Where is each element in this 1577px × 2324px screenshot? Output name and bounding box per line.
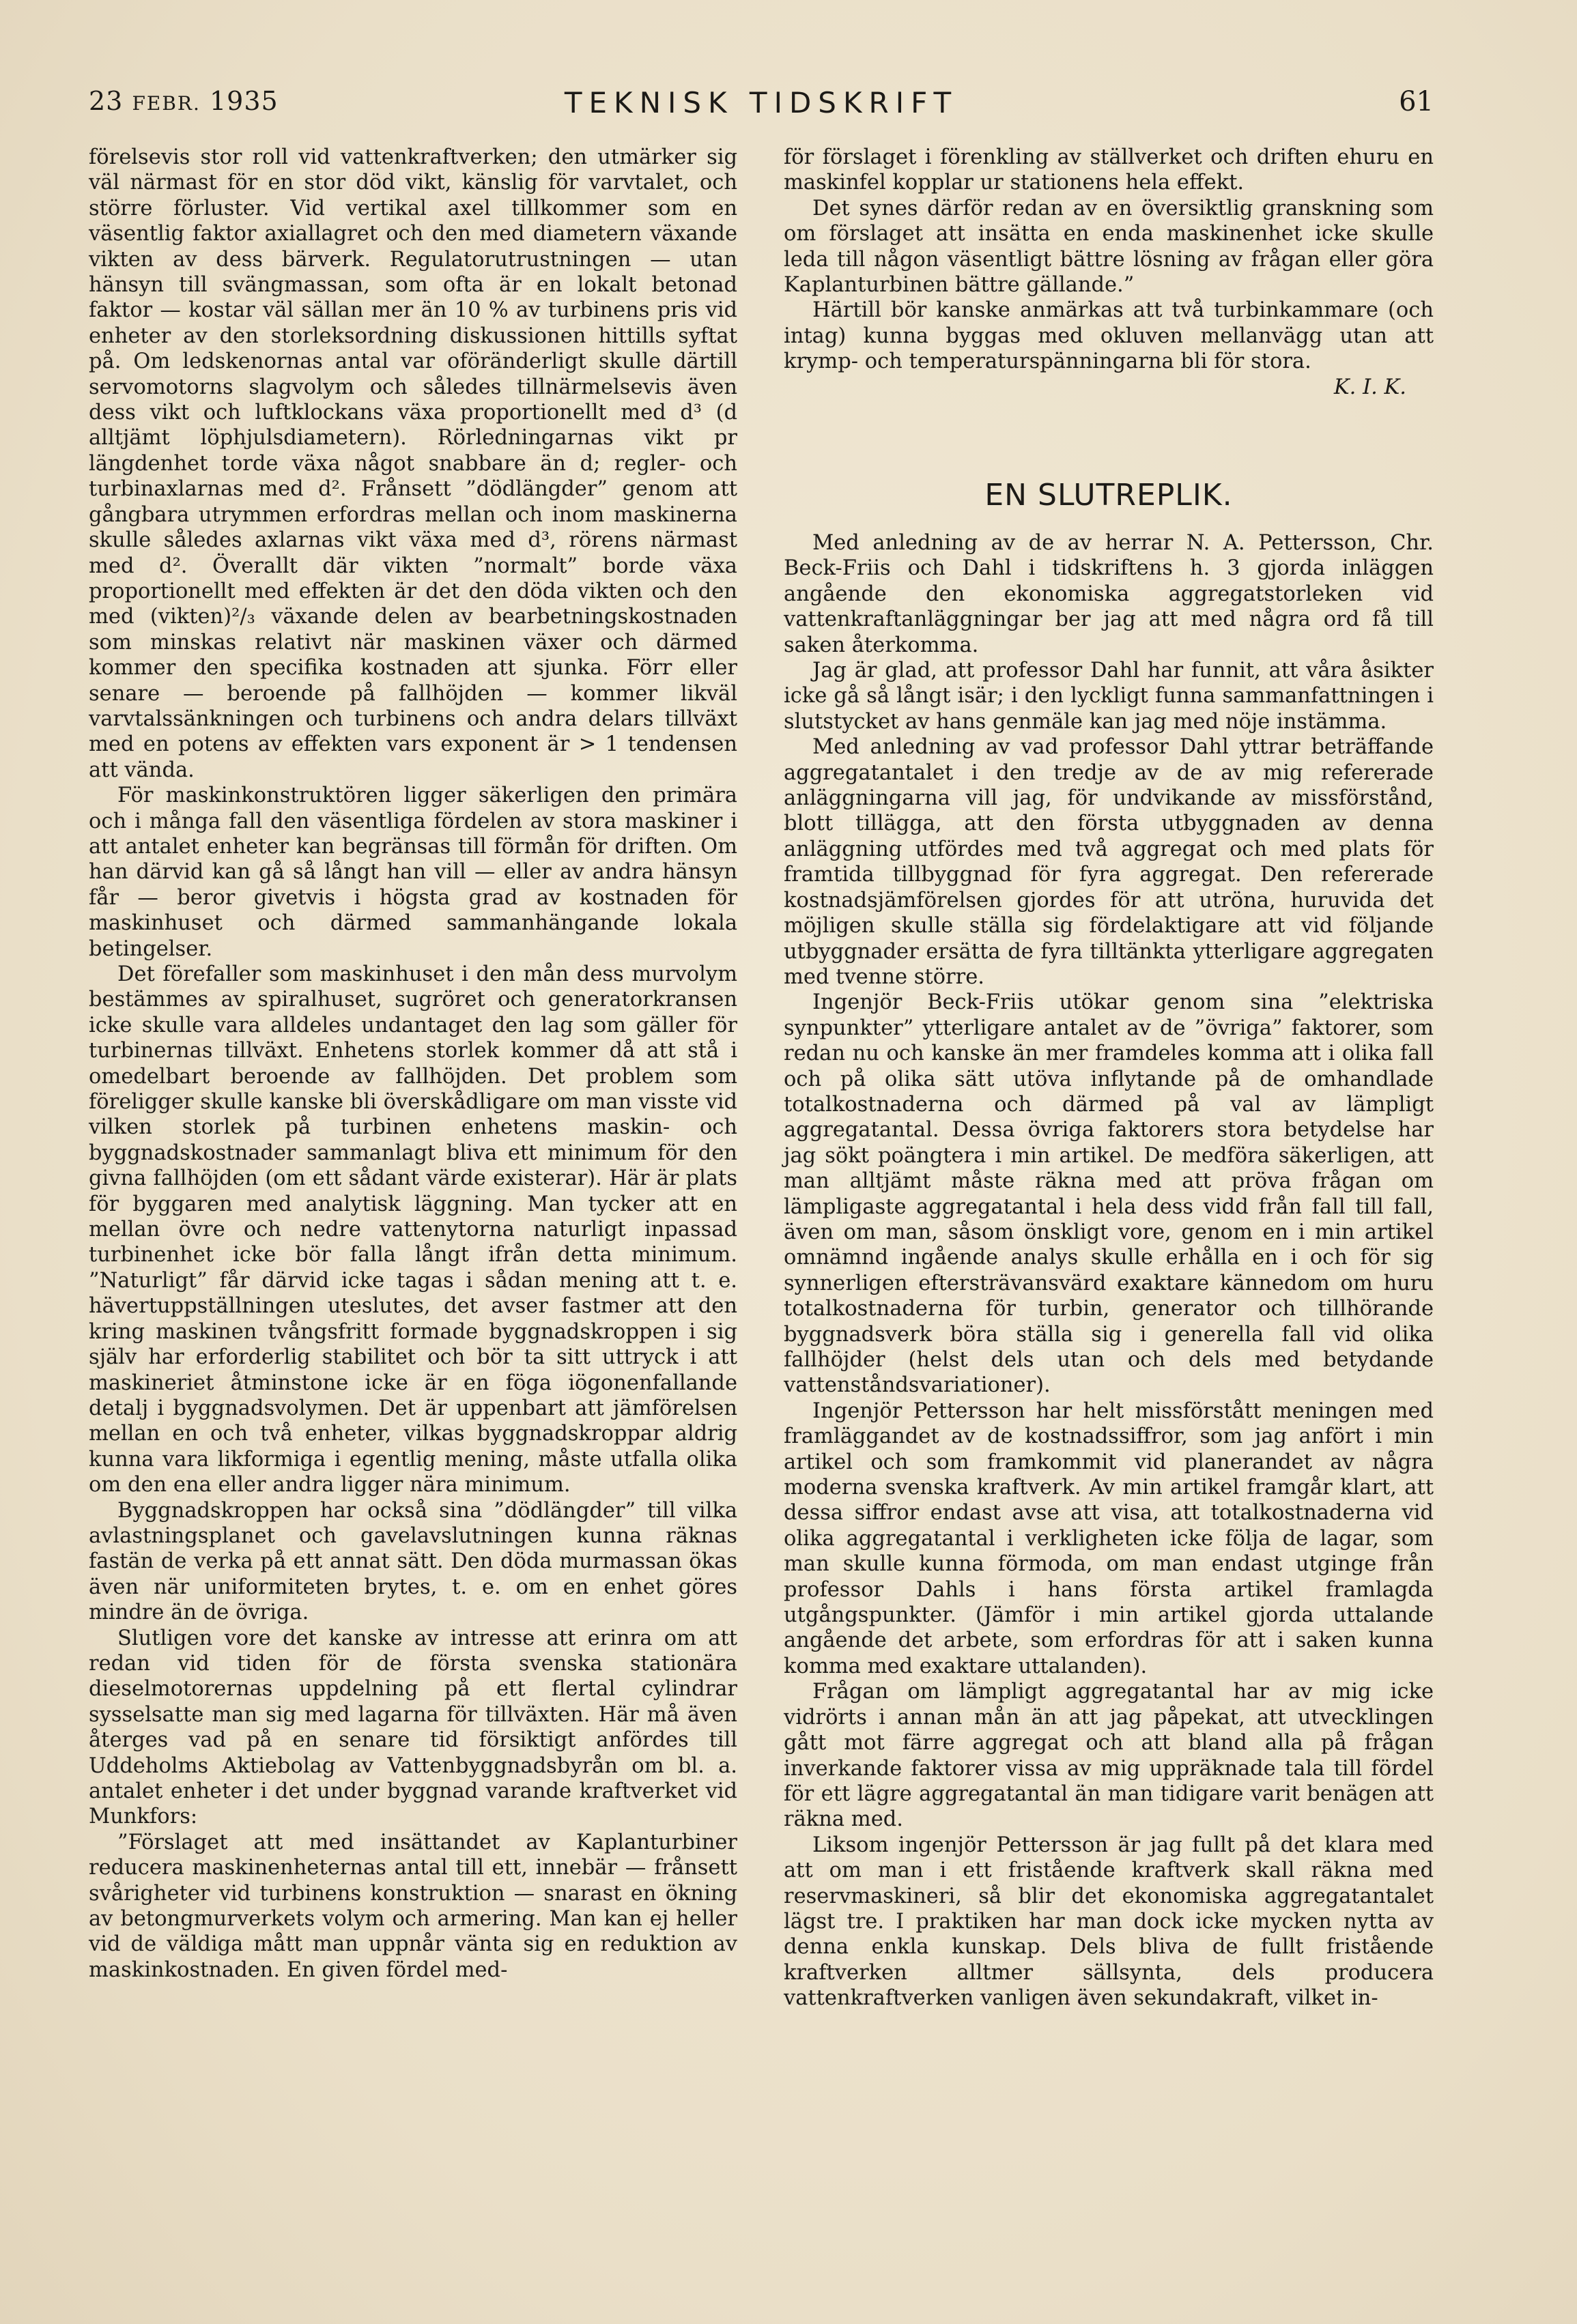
paragraph: Det synes därför redan av en översiktlig granskning som om förslaget att insätta en enda maskinenhet icke skulle leda till någon väsentligt bättre lösning av frågan eller göra Kaplanturbinen bättre gällande.” [784,196,1434,298]
right-column-bottom [784,530,1434,2220]
paragraph: För maskinkonstruktören ligger säkerligen den primära och i många fall den väsentliga fördelen av stora maskiner i att antalet enheter kan begränsas till förmån för driften. Om han därvid kan gå så långt han vill — eller av andra hänsyn får — beror givetvis i högsta grad av kostnaden för maskinhuset och därmed sammanhängande lokala betingelser. [89,784,737,961]
paragraph: Frågan om lämpligt aggregatantal har av mig icke vidrörts i annan mån än att jag påpekat, att utvecklingen gått mot färre aggregat och att bland alla på frågan inverkande faktorer vissa av mig uppräknade tala till fördel för ett lägre aggregatantal än man tidigare varit benägen att räkna med. [784,1680,1434,1832]
paragraph: Med anledning av vad professor Dahl yttrar beträffande aggregatantalet i den tredje av de av mig refererade anläggningarna vill jag, för undvikande av missförstånd, blott tillägga, att den första utbyggnaden av denna anläggning utfördes med två aggregat och med plats för framtida tillbyggnad för fyra aggregat. Den refererade kostnadsjämförelsen gjordes för att utröna, huruvida det möjligen skulle ställa sig fördelaktigare att vid följande utbyggnader ersätta de fyra tilltänkta ytterligare aggregaten med tvenne större. [784,735,1434,989]
section-title: EN SLUTREPLIK. [984,478,1233,513]
paragraph: för förslaget i förenkling av ställverket och driften ehuru en maskinfel kopplar ur stationens hela effekt. [784,145,1434,195]
paragraph: Ingenjör Pettersson har helt missförstått meningen med framläggandet av de kostnadssiffror, som jag anfört i min artikel och som framkommit vid planerandet av några moderna svenska kraftverk. Av min artikel framgår klart, att dessa siffror endast avse att visa, att totalkostnaderna vid olika aggregatantal i verkligheten icke följa de lagar, som man skulle kunna förmoda, om man endast utginge från professor Dahls i hans första artikel framlagda utgångspunkter. (Jämför i min artikel gjorda uttalande angående det arbete, som erfordras för att i saken kunna komma med exaktare uttalanden). [784,1398,1434,1678]
paragraph: Ingenjör Beck-Friis utökar genom sina ”elektriska synpunkter” ytterligare antalet av de ”övriga” faktorer, som redan nu och kanske än mer framdeles komma att i olika fall och på olika sätt utöva inflytande på de omhandlade totalkostnaderna och därmed på val av lämpligt aggregatantal. Dessa övriga faktorers stora betydelse har jag sökt poängtera i min artikel. De medföra säkerligen, att man alltjämt måste räkna med att pröva frågan om lämpligaste aggregatantal i hela dess vidd från fall till fall, även om man, såsom önskligt vore, genom en i min artikel omnämnd ingående analys skulle erhålla en i och för sig synnerligen eftersträvansvärd exaktare kännedom om huru totalkostnaderna för turbin, generator och tillhörande byggnadsverk böra ställa sig i generella fall vid olika fallhöjder (helst dels utan och dels med betydande vattenståndsvariationer). [784,990,1434,1398]
paragraph: Jag är glad, att professor Dahl har funnit, att våra åsikter icke gå så långt isär; i den lyckligt funna sammanfattningen i slutstycket av hans genmäle kan jag med nöje instämma. [784,659,1434,734]
paragraph: Slutligen vore det kanske av intresse att erinra om att redan vid tiden för de första svenska stationära dieselmotorernas uppdelning på ett flertal cylindrar sysselsatte man sig med lagarna för tillväxten. Här må även återges vad på en senare tid försiktigt anfördes till Uddeholms Aktiebolag av Vattenbyggnadsbyrån om bl. a. antalet enheter i det under byggnad varande kraftverket vid Munkfors: [89,1626,737,1829]
page-header [89,86,1434,127]
paragraph: Härtill bör kanske anmärkas att två turbinkammare (och intag) kunna byggas med okluven mellanvägg utan att krymp- och temperaturspänningarna bli för stora. [784,298,1434,374]
author-signature: K. I. K. [1333,375,1406,399]
date-month: FEBR. [132,92,201,115]
paragraph: förelsevis stor roll vid vattenkraftverken; den utmärker sig väl närmast för en stor död vikt, känslig för varvtalet, och större förluster. Vid vertikal axel tillkommer som en väsentlig faktor axiallagret och den med diametern växande vikten av dess bärverk. Regulatorutrustningen — utan hänsyn till svängmassan, som ofta är en lokalt betonad faktor — kostar väl sällan mer än 10 % av turbinens pris vid enheter av den storleksordning diskussionen hittills syftat på. Om ledskenornas antal var oföränderligt skulle därtill servomotorns slagvolym och således tillnärmelsevis även dess vikt och luftklockans växa proportionellt med d³ (d alltjämt löphjulsdiametern). Rörledningarnas vikt pr längdenhet torde växa något snabbare än d; regler- och turbinaxlarnas med d². Frånsett ”dödlängder” genom att gångbara utrymmen erfordras mellan och inom maskinerna skulle således axlarnas vikt växa med d³, rörens närmast med d². Överallt där vikten ”normalt” borde växa proportionellt med effekten är det den döda vikten och den med (vikten)²/₃ växande delen av bearbetningskostnaden som minskas relativt när maskinen växer och därmed kommer den specifika kostnaden att sjunka. Förr eller senare — beroende på fallhöjden — kommer likväl varvtalssänkningen och turbinens och andra delars tillväxt med en potens av effekten vars exponent är > 1 tendensen att vända. [89,145,737,782]
paragraph: Med anledning av de av herrar N. A. Pettersson, Chr. Beck-Friis och Dahl i tidskriftens h. 3 gjorda inläggen angående den ekonomiska aggregatstorleken vid vattenkraftanläggningar ber jag att med några ord få till saken återkomma. [784,531,1434,657]
paragraph: Det förefaller som maskinhuset i den mån dess murvolym bestämmes av spiralhuset, sugröret och generatorkransen icke skulle vara alldeles undantaget den lag som gäller för turbinernas tillväxt. Enhetens storlek kommer då att stå i omedelbart beroende av fallhöjden. Det problem som föreligger skulle kanske bli överskådligare om man visste vid vilken storlek på turbinen enhetens maskin- och byggnadskostnader sammanlagt bliva ett minimum för den givna fallhöjden (om ett sådant värde existerar). Här är plats för byggaren med analytisk läggning. Man tycker att en mellan övre och nedre vattenytorna naturligt inpassad turbinenhet icke bör falla långt ifrån detta minimum. ”Naturligt” får därvid icke tagas i sådan mening att t. e. hävertuppställningen uteslutes, det avser fastmer att den kring maskinen tvångsfritt formade byggnadskroppen i sig själv har erforderlig stabilitet och bör ta sitt uttryck i att maskineriet åtminstone icke är en föga iögonenfallande detalj i byggnadsvolymen. Det är uppenbart att jämförelsen mellan en och två enheter, vilkas byggnadskroppar aldrig kunna vara likformiga i egentlig mening, måste utfalla olika om den ena eller andra ligger nära minimum. [89,962,737,1497]
page-number: 61 [1399,86,1434,117]
paragraph: Byggnadskroppen har också sina ”dödlängder” till vilka avlastningsplanet och gavelavslutningen kunna räknas fastän de verka på ett annat sätt. Den döda murmassan ökas även när uniformiteten brytes, t. e. om en enhet göres mindre än de övriga. [89,1498,737,1625]
date-year: 1935 [209,86,279,116]
paragraph: ”Förslaget att med insättandet av Kaplanturbiner reducera maskinenheternas antal till ett, innebär — frånsett svårigheter vid turbinens konstruktion — snarast en ökning av betongmurverkets volym och armering. Man kan ej heller vid de väldiga mått man uppnår vänta sig en reduktion av maskinkostnaden. En given fördel med- [89,1830,737,1982]
journal-title: TEKNISK TIDSKRIFT [564,86,958,119]
paragraph: Liksom ingenjör Pettersson är jag fullt på det klara med att om man i ett fristående kraftverk skall räkna med reservmaskineri, så blir det ekonomiska aggregatantalet lägst tre. I praktiken har man dock icke mycken nytta av denna enkla kunskap. Dels bliva de fullt fristående kraftverken alltmer sällsynta, dels producera vattenkraftverken vanligen även sekundakraft, vilket in- [784,1833,1434,2011]
date-day: 23 [89,86,124,116]
left-column [89,145,737,2220]
